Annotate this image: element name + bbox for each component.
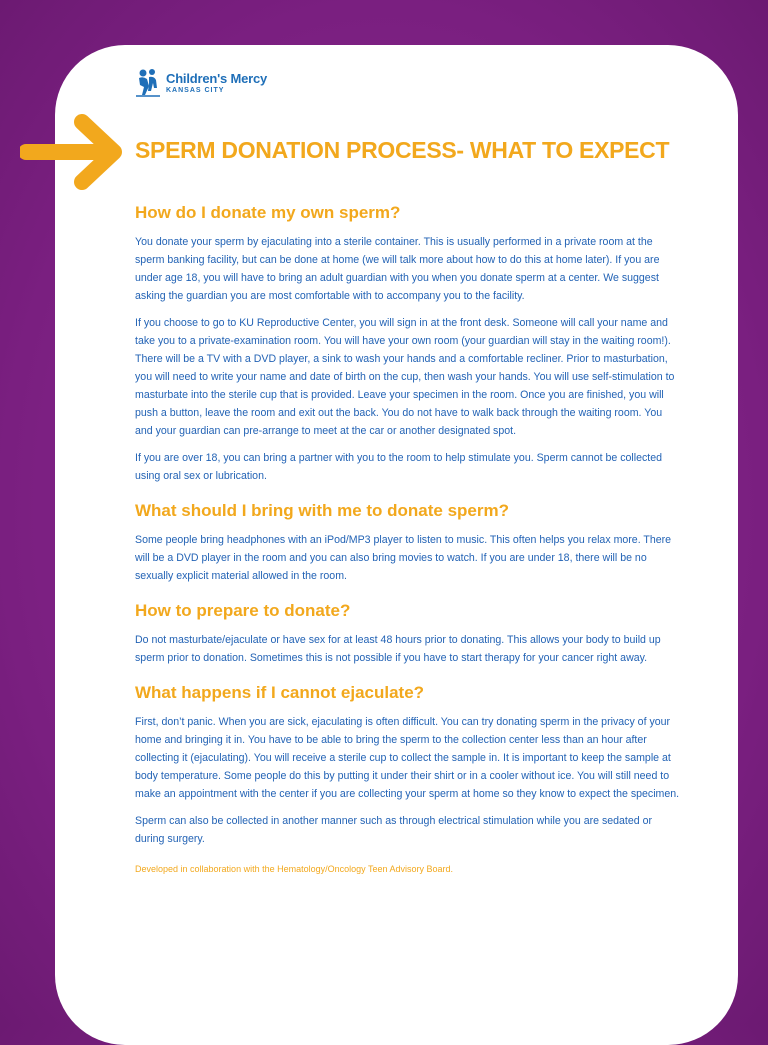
section-heading: How to prepare to donate? xyxy=(135,601,351,620)
section-cannot-ejaculate xyxy=(135,683,680,848)
brand-logo xyxy=(135,68,267,98)
section-what-to-bring xyxy=(135,501,680,585)
childrens-mercy-logo-icon xyxy=(135,68,161,98)
section-heading: How do I donate my own sperm? xyxy=(135,203,401,222)
paragraph: If you are over 18, you can bring a partner with you to the room to help stimulate you. Sperm cannot be collected using oral sex or lubrication. xyxy=(135,452,663,482)
brand-name: Children's Mercy xyxy=(166,71,268,86)
paragraph: You donate your sperm by ejaculating into a sterile container. This is usually performed in a private room at the sperm banking facility, but can be done at home (we will talk more about how to do this at home later). If you are under age 18, you will have to bring an adult guardian with you when you donate sperm at a center. We suggest asking the guardian you are most comfortable with to accompany you to the facility. xyxy=(135,236,660,302)
paragraph: Some people bring headphones with an iPod/MP3 player to listen to music. This often helps you relax more. There will be a DVD player in the room and you can also bring movies to watch. If you are under 18, there will be no sexually explicit material allowed in the room. xyxy=(135,534,672,582)
paragraph: First, don’t panic. When you are sick, ejaculating is often difficult. You can try donating sperm in the privacy of your home and bringing it in. You have to be able to bring the sperm to the collection center less than an hour after collecting it (ejaculating). You will receive a sterile cup to collect the sample in. It is important to keep the sample at body temperature. Some people do this by putting it under their shirt or in a cooler without ice. You will still need to make an appointment with the center if you are collecting your sperm at home so they know to expect the specimen. xyxy=(135,716,680,800)
document-body xyxy=(135,203,680,874)
arrow-right-icon xyxy=(20,112,130,194)
section-heading: What should I bring with me to donate sperm? xyxy=(135,501,509,520)
brand-subtitle: KANSAS CITY xyxy=(166,87,225,94)
section-heading: What happens if I cannot ejaculate? xyxy=(135,683,425,702)
paragraph: Sperm can also be collected in another manner such as through electrical stimulation while you are sedated or during surgery. xyxy=(135,815,653,845)
paragraph: Do not masturbate/ejaculate or have sex for at least 48 hours prior to donating. This allows your body to build up sperm prior to donation. Sometimes this is not possible if you have to start therapy for your cancer right away. xyxy=(135,634,661,664)
paragraph: If you choose to go to KU Reproductive Center, you will sign in at the front desk. Someone will call your name and take you to a private-examination room. You will have your own room (your guardian will stay in the waiting room!). There will be a TV with a DVD player, a sink to wash your hands and a comfortable recliner. Prior to masturbation, you will need to write your name and date of birth on the cup, then wash your hands. You will use self-stimulation to masturbate into the sterile cup that is provided. Leave your specimen in the room. Once you are finished, you will push a button, leave the room and exit out the back. You do not have to walk back through the waiting room. You and your guardian can pre-arrange to meet at the car or another designated spot. xyxy=(135,317,675,437)
section-donate-own-sperm xyxy=(135,203,680,485)
footer-credit: Developed in collaboration with the Hematology/Oncology Teen Advisory Board. xyxy=(135,864,454,874)
section-how-to-prepare xyxy=(135,601,680,667)
page-title: SPERM DONATION PROCESS- WHAT TO EXPECT xyxy=(135,137,670,163)
